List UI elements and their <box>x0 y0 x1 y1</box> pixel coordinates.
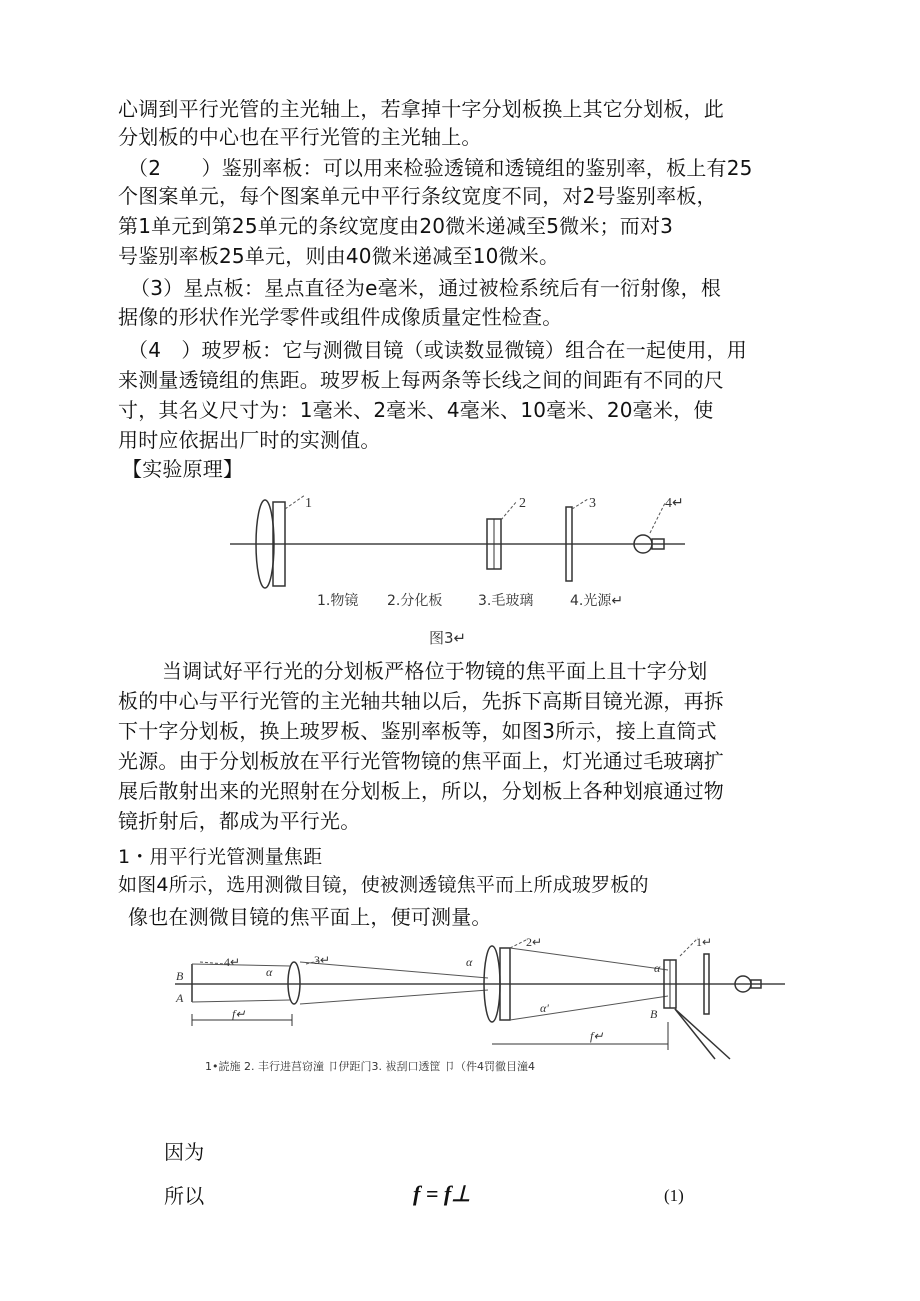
fig4-dim-left: f↵ <box>232 1007 246 1021</box>
para-line-7: （3）星点板：星点直径为e毫米，通过被检系统后有一衍射像，根 <box>130 276 722 300</box>
para-line-11: 寸，其名义尺寸为：1毫米、2毫米、4毫米、10毫米、20毫米，使 <box>118 398 714 422</box>
therefore-label: 所以 <box>164 1184 205 1208</box>
fig4-alpha-1: α <box>266 965 273 979</box>
eyepiece-lens <box>288 962 300 1004</box>
para-line-3: （2 ）鉴别率板：可以用来检验透镜和透镜组的鉴别率，板上有25 <box>128 156 753 180</box>
para-line-6: 号鉴别率板25单元，则由40微米递减至10微米。 <box>118 244 560 268</box>
para-line-q3: 下十字分划板，换上玻罗板、鉴别率板等，如图3所示，接上直筒式 <box>118 719 717 743</box>
para-line-r1: 如图4所示，选用测微目镜，使被测透镜焦平而上所成玻罗板的 <box>118 874 649 896</box>
fig4-letter-a: A <box>176 991 184 1005</box>
fig4-dim-right: f↵ <box>590 1029 604 1043</box>
leader-1 <box>285 495 305 509</box>
equation-number: (1) <box>664 1186 684 1205</box>
fig3-caption-2: 2.分化板 <box>387 593 443 609</box>
para-line-10: 来测量透镜组的焦距。玻罗板上每两条等长线之间的间距有不同的尺 <box>118 368 724 392</box>
fig4-alpha-2: α <box>466 955 473 969</box>
para-line-r2: 像也在测微目镜的焦平面上，便可测量。 <box>128 905 492 929</box>
figure-3-diagram <box>225 487 695 647</box>
para-line-q1: 当调试好平行光的分划板严格位于物镜的焦平面上且十字分划 <box>162 659 708 683</box>
fig3-label-3: 3 <box>589 496 596 511</box>
para-line-q4: 光源。由于分划板放在平行光管物镜的焦平面上，灯光通过毛玻璃扩 <box>118 749 724 773</box>
para-line-5: 第1单元到第25单元的条纹宽度由20微米递减至5微米；而对3 <box>118 214 674 238</box>
fig3-caption-4: 4.光源↵ <box>570 593 624 609</box>
para-line-8: 据像的形状作光学零件或组件成像质量定性检查。 <box>118 305 563 329</box>
para-line-q6: 镜折射后，都成为平行光。 <box>118 809 361 833</box>
focal-length-formula: f = f⊥ <box>413 1181 471 1206</box>
fig4-label-2: 2↵ <box>526 935 543 949</box>
because-label: 因为 <box>164 1140 205 1164</box>
figure-4-caption: 1•読施 2. 丰行进莒窃潼 卩伊距门3. 袚刮口透筐 卩（件4罚徹目潼4 <box>205 1060 535 1073</box>
fig3-caption-1: 1.物镜 <box>317 593 359 609</box>
para-line-4: 个图案单元，每个图案单元中平行条纹宽度不同，对2号鉴别率板， <box>118 184 717 208</box>
fig3-title: 图3↵ <box>429 629 467 647</box>
leader-3 <box>572 499 588 509</box>
fig4-label-4: 4↵ <box>224 955 241 969</box>
fig3-label-4: 4↵ <box>665 496 684 511</box>
fig3-label-2: 2 <box>519 496 526 511</box>
leader-4 <box>650 503 665 533</box>
para-line-2: 分划板的中心也在平行光管的主光轴上。 <box>118 125 482 149</box>
fig4-label-1: 1↵ <box>696 935 713 949</box>
subsection-title: 1・用平行光管测量焦距 <box>118 846 323 868</box>
fig4-label-3: 3↵ <box>314 953 331 967</box>
section-heading: 【实验原理】 <box>122 457 244 481</box>
para-line-q2: 板的中心与平行光管的主光轴共轴以后，先拆下高斯目镜光源，再拆 <box>118 689 724 713</box>
para-line-9: （4 ）玻罗板：它与测微目镜（或读数显微镜）组合在一起使用，用 <box>128 338 747 362</box>
figure-4-diagram <box>170 934 790 1064</box>
para-line-1: 心调到平行光管的主光轴上，若拿掉十字分划板换上其它分划板，此 <box>118 97 724 121</box>
fig4-letter-b: B <box>176 969 184 983</box>
fig4-alpha-prime: α' <box>540 1001 549 1015</box>
fig3-label-1: 1 <box>305 496 312 511</box>
para-line-12: 用时应依据出厂时的实测值。 <box>118 428 381 452</box>
fig4-point-b: B <box>650 1007 658 1021</box>
para-line-q5: 展后散射出来的光照射在分划板上，所以，分划板上各种划痕通过物 <box>118 779 724 803</box>
leader-2 <box>501 501 517 520</box>
fig4-alpha-3: α <box>654 961 661 975</box>
fig3-caption-3: 3.毛玻璃 <box>478 593 534 609</box>
